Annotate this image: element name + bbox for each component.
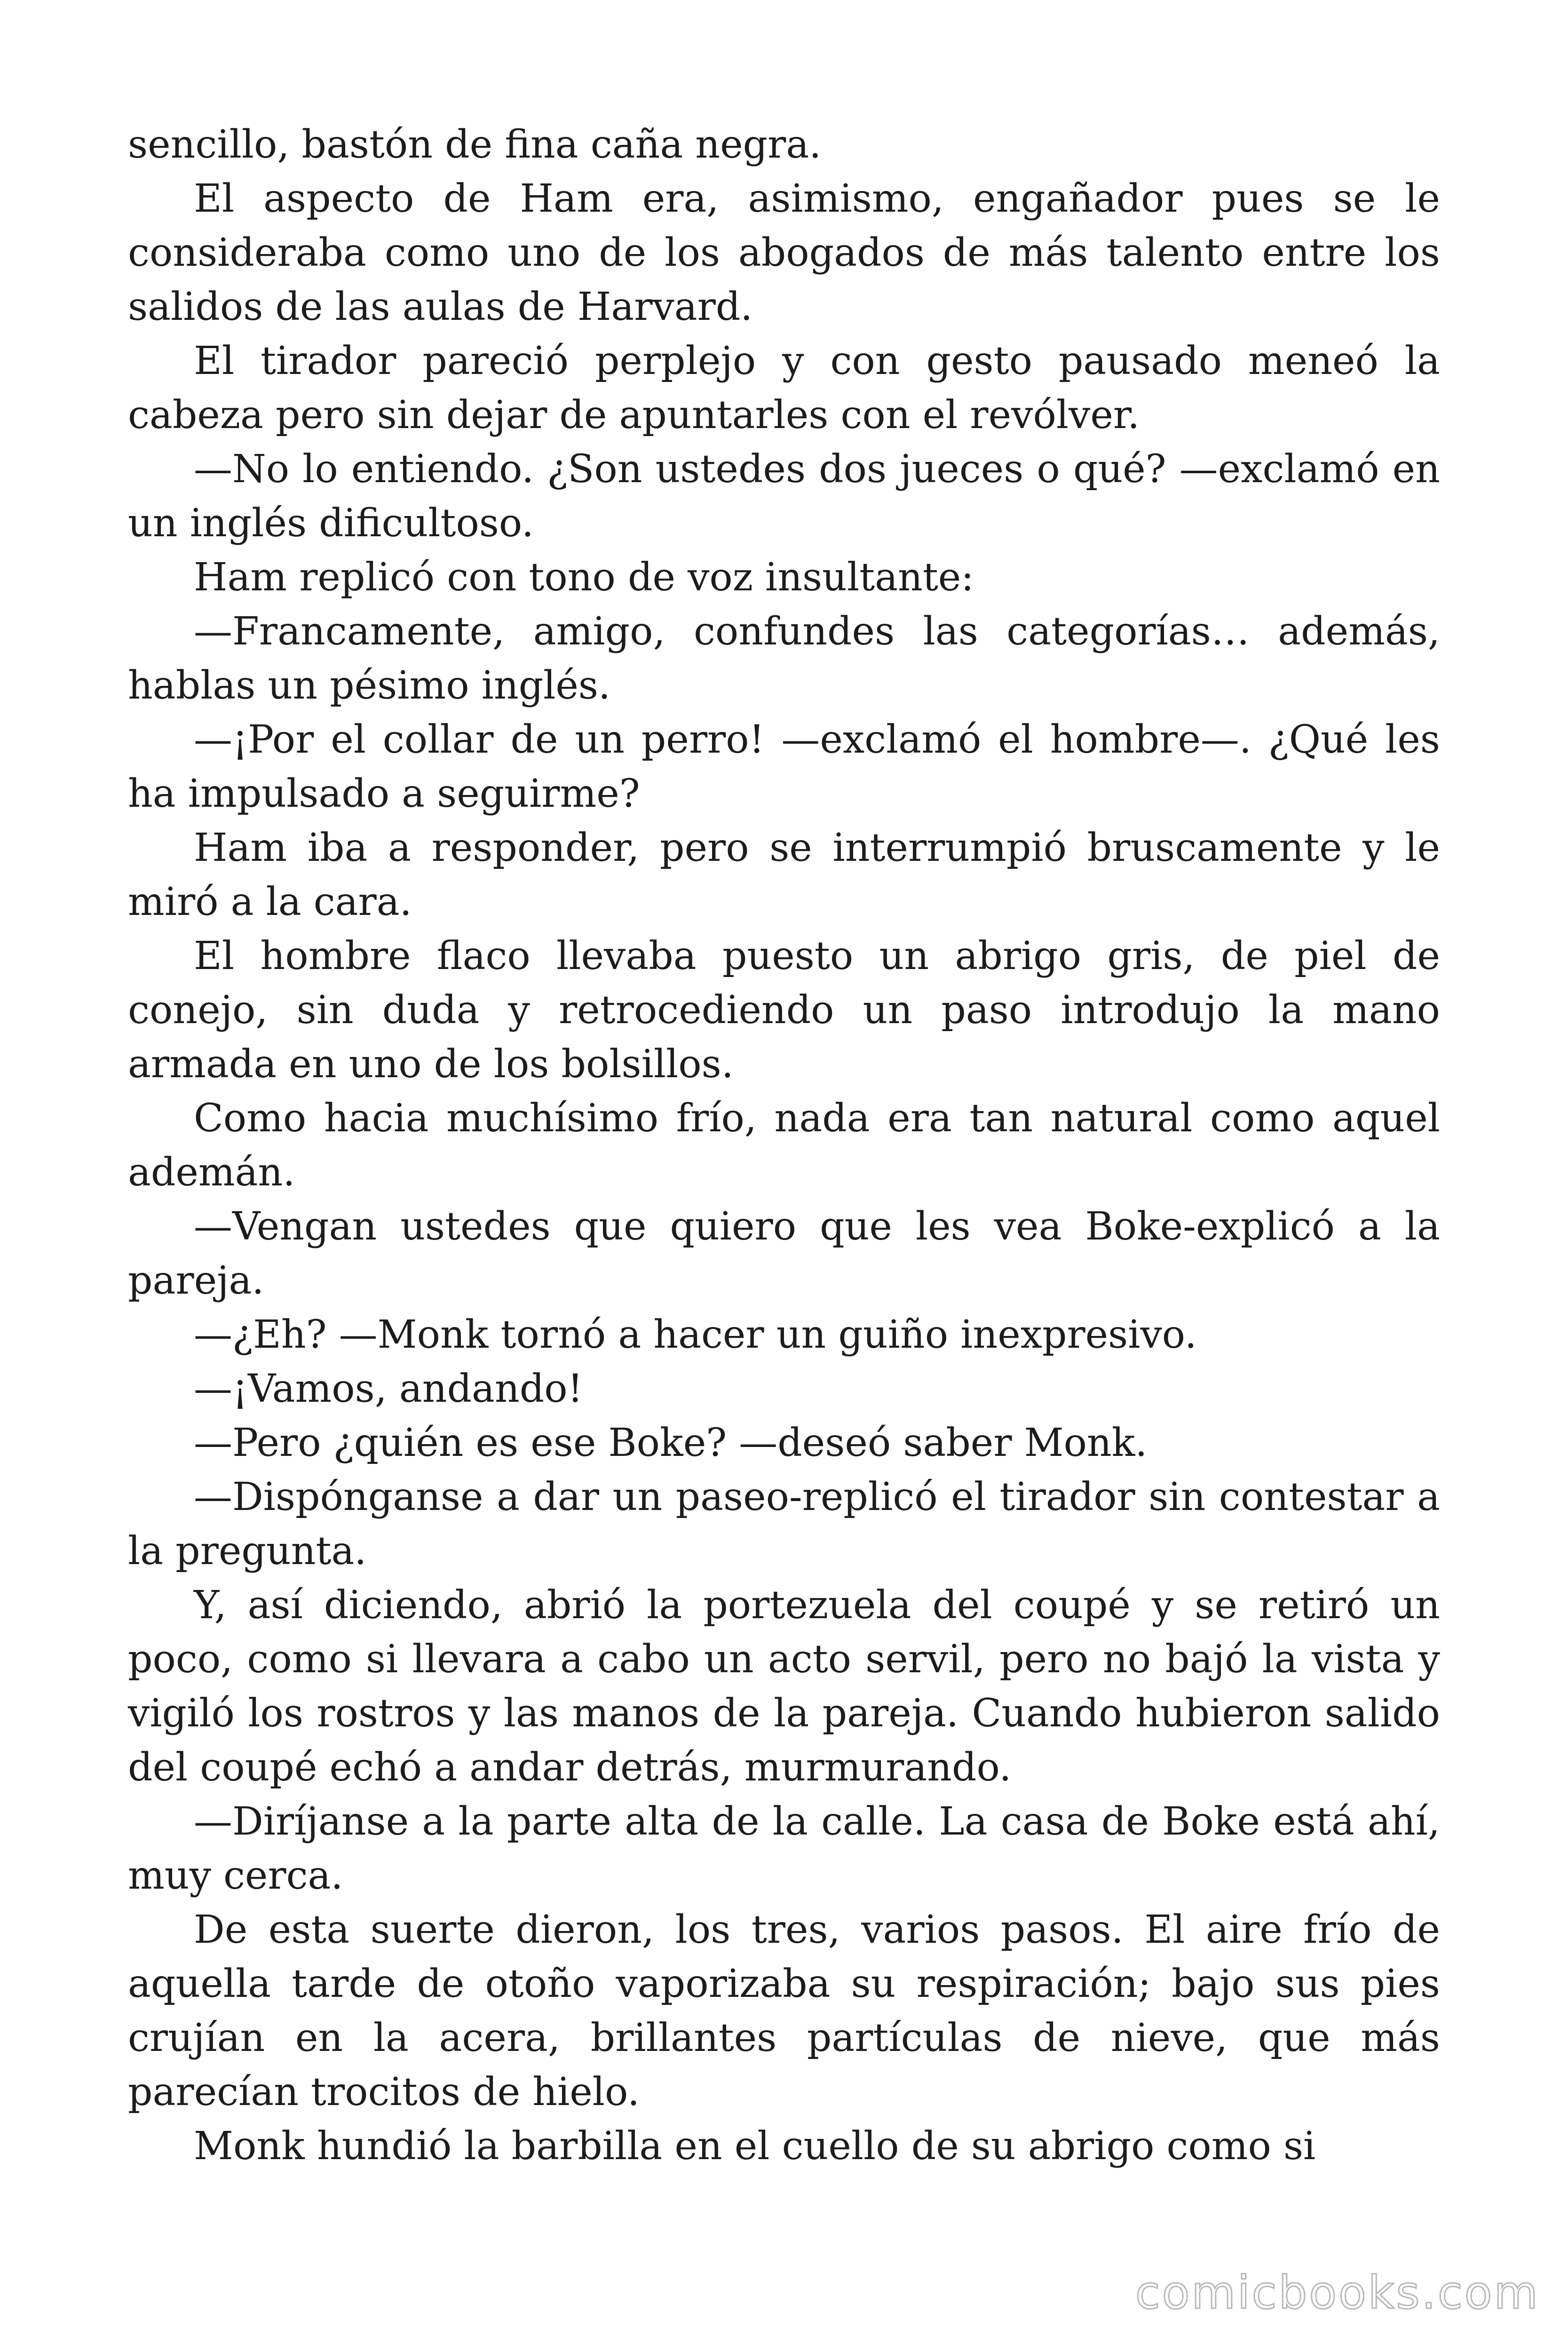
paragraph-6: —Francamente, amigo, confundes las categorías… además, hablas un pésimo inglés. (128, 609, 1440, 708)
paragraph-18: De esta suerte dieron, los tres, varios pasos. El aire frío de aquella tarde de otoño vaporizaba su respiración; bajo sus pies crujían en la acera, brillantes partículas de nieve, que más parecían trocitos de hielo. (128, 1907, 1440, 2114)
paragraph-3: El tirador pareció perplejo y con gesto pausado meneó la cabeza pero sin dejar de apuntarles con el revólver. (128, 339, 1440, 437)
paragraph-19: Monk hundió la barbilla en el cuello de su abrigo como si (194, 2124, 1316, 2169)
paragraph-5: Ham replicó con tono de voz insultante: (194, 555, 974, 600)
paragraph-14: —Pero ¿quién es ese Boke? —deseó saber Monk. (194, 1421, 1148, 1465)
paragraph-9: El hombre flaco llevaba puesto un abrigo gris, de piel de conejo, sin duda y retrocediendo un paso introdujo la mano armada en uno de los bolsillos. (128, 934, 1440, 1087)
paragraph-17: —Diríjanse a la parte alta de la calle. La casa de Boke está ahí, muy cerca. (128, 1799, 1440, 1898)
paragraph-12: —¿Eh? —Monk tornó a hacer un guiño inexpresivo. (194, 1312, 1197, 1357)
paragraph-4: —No lo entiendo. ¿Son ustedes dos jueces o qué? —exclamó en un inglés dificultoso. (128, 447, 1440, 546)
paragraph-2: El aspecto de Ham era, asimismo, engañador pues se le consideraba como uno de los abogados de más talento entre los salidos de las aulas de Harvard. (128, 176, 1440, 329)
paragraph-7: —¡Por el collar de un perro! —exclamó el hombre—. ¿Qué les ha impulsado a seguirme? (128, 717, 1440, 816)
paragraph-10: Como hacia muchísimo frío, nada era tan natural como aquel ademán. (128, 1096, 1440, 1195)
paragraph-13: —¡Vamos, andando! (194, 1367, 583, 1411)
paragraph-15: —Dispónganse a dar un paseo-replicó el tirador sin contestar a la pregunta. (128, 1475, 1440, 1573)
paragraph-16: Y, así diciendo, abrió la portezuela del coupé y se retiró un poco, como si llevara a cabo un acto servil, pero no bajó la vista y vigiló los rostros y las manos de la pareja. Cuando hubieron salido del coupé echó a andar detrás, murmurando. (128, 1583, 1440, 1790)
paragraph-8: Ham iba a responder, pero se interrumpió bruscamente y le miró a la cara. (128, 826, 1440, 924)
site-watermark: comicbooks.com (1135, 2266, 1540, 2319)
paragraph-11: —Vengan ustedes que quiero que les vea Boke-explicó a la pareja. (128, 1204, 1440, 1303)
paragraph-1: sencillo, bastón de fina caña negra. (128, 122, 822, 167)
page-text (128, 118, 1440, 2173)
